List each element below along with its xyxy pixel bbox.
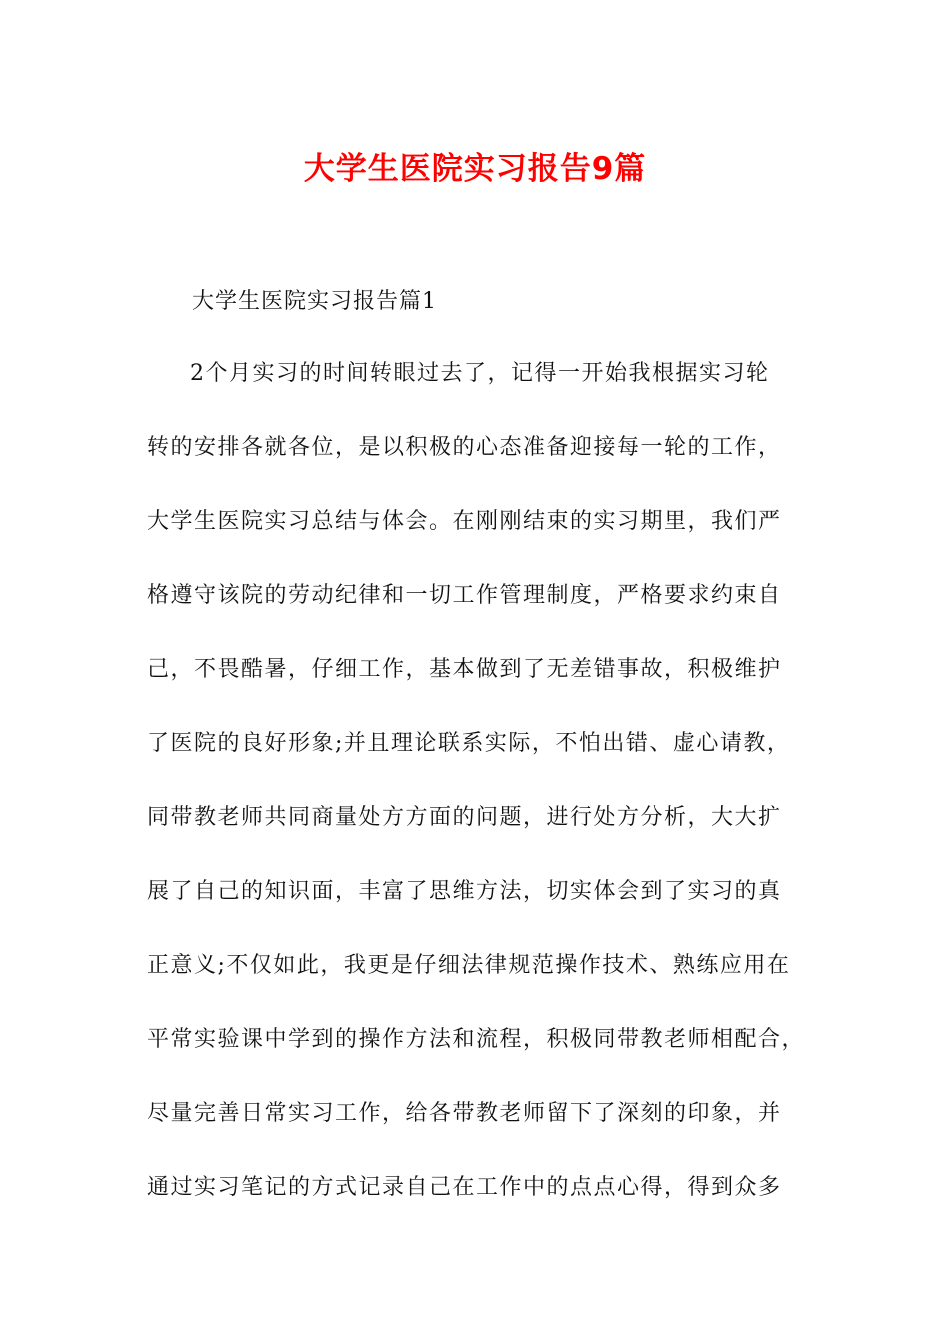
paragraph-line: 己，不畏酷暑，仔细工作，基本做到了无差错事故，积极维护 xyxy=(147,657,782,682)
paragraph-line: 通过实习笔记的方式记录自己在工作中的点点心得，得到众多 xyxy=(147,1175,782,1200)
paragraph-line: 同带教老师共同商量处方方面的问题，进行处方分析，大大扩 xyxy=(147,805,782,830)
paragraph-line: 了医院的良好形象;并且理论联系实际，不怕出错、虚心请教， xyxy=(147,731,791,756)
paragraph-line: 正意义;不仅如此，我更是仔细法律规范操作技术、熟练应用在 xyxy=(147,953,791,978)
paragraph-line: 2个月实习的时间转眼过去了，记得一开始我根据实习轮 xyxy=(190,361,770,386)
document-title: 大学生医院实习报告9篇 xyxy=(303,151,647,187)
paragraph-line: 转的安排各就各位，是以积极的心态准备迎接每一轮的工作， xyxy=(147,435,782,460)
paragraph-line: 格遵守该院的劳动纪律和一切工作管理制度，严格要求约束自 xyxy=(147,583,782,608)
paragraph-line: 尽量完善日常实习工作，给各带教老师留下了深刻的印象，并 xyxy=(147,1101,782,1126)
paragraph-line: 平常实验课中学到的操作方法和流程，积极同带教老师相配合， xyxy=(147,1027,806,1052)
section-heading: 大学生医院实习报告篇1 xyxy=(192,289,437,314)
paragraph-line: 大学生医院实习总结与体会。在刚刚结束的实习期里，我们严 xyxy=(147,509,782,534)
paragraph-line: 展了自己的知识面，丰富了思维方法，切实体会到了实习的真 xyxy=(147,879,782,904)
